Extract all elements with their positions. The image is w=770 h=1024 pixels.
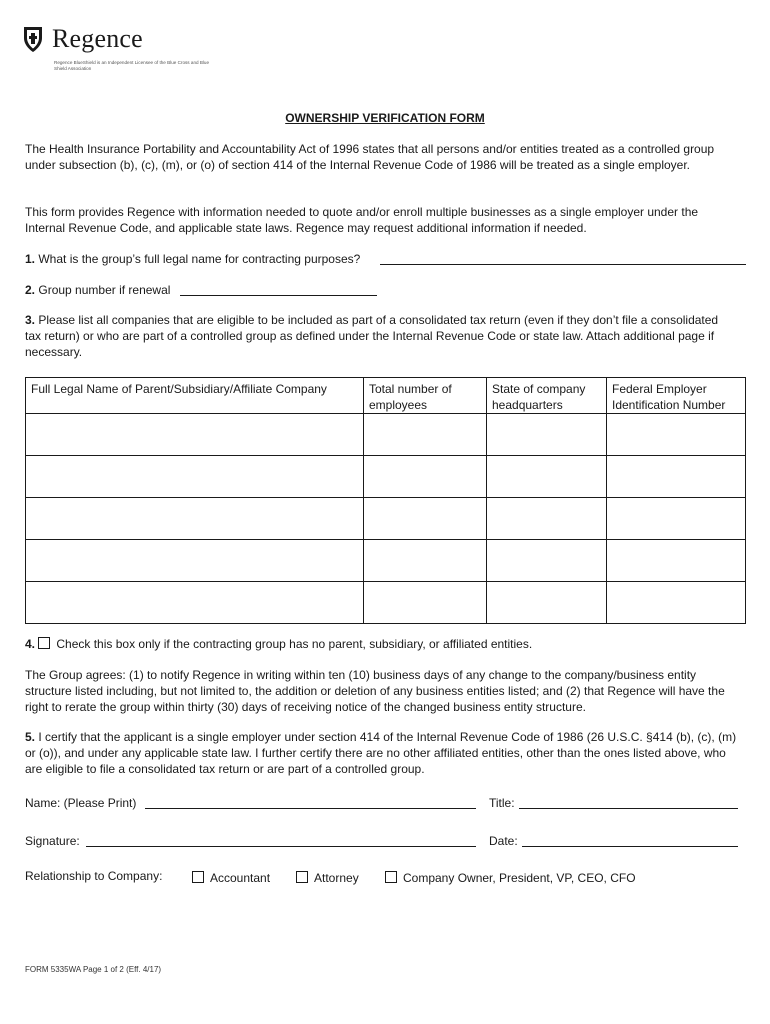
brand-tagline: Regence BlueShield is an Independent Licensee of the Blue Cross and Blue Shield Association: [54, 60, 210, 71]
table-row: [26, 414, 746, 456]
fein-cell[interactable]: [607, 498, 746, 540]
name-field[interactable]: [145, 795, 476, 809]
question-3: [25, 312, 737, 360]
question-2-label: Group number if renewal: [38, 283, 171, 297]
form-footer: FORM 5335WA Page 1 of 2 (Eff. 4/17): [25, 965, 162, 974]
company-name-cell[interactable]: [26, 414, 364, 456]
table-row: [26, 540, 746, 582]
relationship-option-owner[interactable]: [385, 870, 636, 886]
date-label: Date:: [489, 834, 518, 848]
fein-cell[interactable]: [607, 582, 746, 624]
company-name-cell[interactable]: [26, 582, 364, 624]
header-fein: Federal Employer Identification Number: [607, 378, 746, 414]
fein-cell[interactable]: [607, 456, 746, 498]
state-cell[interactable]: [487, 456, 607, 498]
question-5-number: 5.: [25, 730, 36, 744]
question-1: [25, 251, 360, 267]
accountant-checkbox[interactable]: [192, 871, 204, 883]
question-5-label: I certify that the applicant is a single employer under section 414 of the Internal Revenue Code of 1986 (26 U.S.C. §414 (b), (c), (m) or (o)), and under any applicable state law. I further certify there are no other affiliated entities, other than the ones listed above, who are eligible to file a consolidated tax return or are part of a controlled group.: [25, 730, 737, 776]
regence-shield-icon: [22, 25, 44, 53]
group-number-field[interactable]: [180, 282, 377, 296]
owner-checkbox[interactable]: [385, 871, 397, 883]
name-label: Name: (Please Print): [25, 796, 137, 810]
company-name-cell[interactable]: [26, 540, 364, 582]
table-row: [26, 582, 746, 624]
company-name-cell[interactable]: [26, 498, 364, 540]
relationship-option-attorney[interactable]: [296, 870, 359, 886]
companies-table: [25, 377, 746, 624]
agreement-paragraph: The Group agrees: (1) to notify Regence in writing within ten (10) business days of any change to the company/business entity structure listed including, but not limited to, the addition or deletion of any business entities listed; and (2) that Regence will have the right to rerate the group within thirty (30) days of receiving notice of the changed business entity structure.: [25, 668, 725, 714]
title-label: Title:: [489, 796, 515, 810]
accountant-label: Accountant: [210, 871, 271, 885]
employees-cell[interactable]: [364, 582, 487, 624]
question-1-label: What is the group’s full legal name for contracting purposes?: [38, 252, 361, 266]
fein-cell[interactable]: [607, 414, 746, 456]
company-name-cell[interactable]: [26, 456, 364, 498]
state-cell[interactable]: [487, 414, 607, 456]
relationship-option-accountant[interactable]: [192, 870, 270, 886]
employees-cell[interactable]: [364, 414, 487, 456]
question-3-number: 3.: [25, 313, 36, 327]
relationship-label: Relationship to Company:: [25, 869, 163, 883]
table-row: [26, 498, 746, 540]
employees-cell[interactable]: [364, 456, 487, 498]
title-field[interactable]: [519, 795, 738, 809]
employees-cell[interactable]: [364, 498, 487, 540]
question-4: [25, 636, 532, 652]
question-1-number: 1.: [25, 252, 36, 266]
fein-cell[interactable]: [607, 540, 746, 582]
question-3-label: Please list all companies that are eligible to be included as part of a consolidated tax return (even if they don’t file a consolidated tax return) or who are part of a controlled group as defined under the Internal Revenue Code or state law. Attach additional page if necessary.: [25, 313, 719, 359]
table-header-row: [26, 378, 746, 414]
table-row: [26, 456, 746, 498]
attorney-checkbox[interactable]: [296, 871, 308, 883]
date-field[interactable]: [522, 833, 738, 847]
brand-name: Regence: [52, 24, 143, 53]
group-legal-name-field[interactable]: [380, 251, 746, 265]
attorney-label: Attorney: [314, 871, 359, 885]
no-affiliates-checkbox[interactable]: [38, 637, 50, 649]
question-4-number: 4.: [25, 637, 36, 651]
question-4-label: Check this box only if the contracting group has no parent, subsidiary, or affiliated entities.: [56, 637, 533, 651]
signature-label: Signature:: [25, 834, 80, 848]
intro-paragraph-2: This form provides Regence with information needed to quote and/or enroll multiple businesses as a single employer under the Internal Revenue Code, and applicable state laws. Regence may request additional information if needed.: [25, 205, 699, 235]
header-state: State of company headquarters: [487, 378, 607, 414]
form-title: OWNERSHIP VERIFICATION FORM: [285, 111, 485, 125]
intro-paragraph-1: The Health Insurance Portability and Accountability Act of 1996 states that all persons and/or entities treated as a controlled group under subsection (b), (c), (m), or (o) of section 414 of the Internal Revenue Code of 1986 will be treated as a single employer.: [25, 142, 715, 172]
question-2: [25, 282, 170, 298]
question-2-number: 2.: [25, 283, 36, 297]
header-legal-name: Full Legal Name of Parent/Subsidiary/Affiliate Company: [26, 378, 364, 414]
state-cell[interactable]: [487, 498, 607, 540]
question-5: [25, 729, 737, 777]
state-cell[interactable]: [487, 582, 607, 624]
employees-cell[interactable]: [364, 540, 487, 582]
state-cell[interactable]: [487, 540, 607, 582]
header-employees: Total number of employees: [364, 378, 487, 414]
signature-field[interactable]: [86, 833, 476, 847]
owner-label: Company Owner, President, VP, CEO, CFO: [403, 871, 636, 885]
